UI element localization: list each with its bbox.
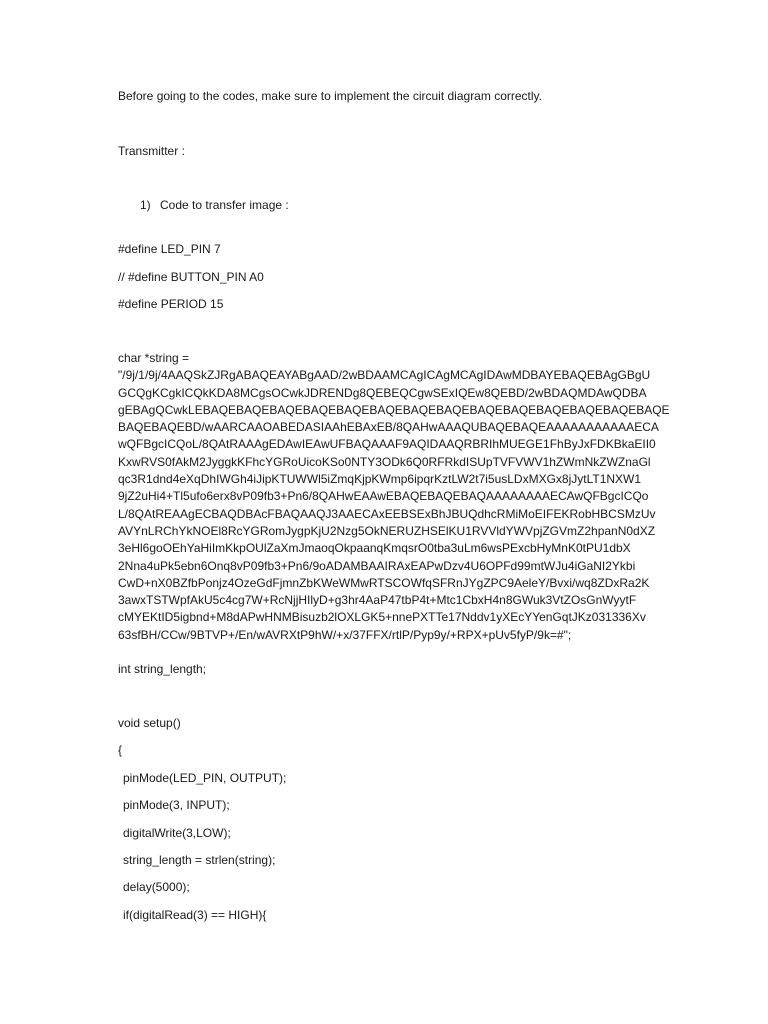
setup-line: pinMode(3, INPUT); [123, 798, 230, 812]
code-line: 3eHl6goOEhYaHiImKkpOUlZaXmJmaoqOkpaanqKmqsrO0tba3uLm6wsPExcbHyMnK0tPU1dbX [118, 541, 631, 556]
code-line: wQFBgcICQoL/8QAtRAAAgEDAwIEAwUFBAQAAAF9AQIDAAQRBRIhMUEGE1FhByJxFDKBkaEII0 [118, 437, 656, 452]
numbered-list-item [140, 198, 289, 212]
setup-line: string_length = strlen(string); [123, 853, 276, 867]
code-line: BAQEBAQEBD/wAARCAAOABEDASIAAhEBAxEB/8QAHwAAAQUBAQEBAQEAAAAAAAAAAAECA [118, 420, 659, 435]
string-length-declaration: int string_length; [118, 662, 207, 676]
code-line: GCQgKCgkICQkKDA8MCgsOCwkJDRENDg8QEBEQCgwSExIQEw8QEBD/2wBDAQMDAwQDBA [118, 385, 647, 400]
code-line: AVYnLRChYkNOEl8RcYGRomJygpKjU2Nzg5OkNERUZHSElKU1RVVldYWVpjZGVmZ2hpanN0dXZ [118, 523, 656, 538]
setup-line: { [118, 743, 123, 757]
section-heading: Transmitter : [118, 144, 185, 158]
setup-line: digitalWrite(3,LOW); [123, 826, 231, 840]
code-line: 9jZ2uHi4+Tl5ufo6erx8vP09fb3+Pn6/8QAHwEAAwEBAQEBAQEBAQAAAAAAAAECAwQFBgcICQo [118, 489, 649, 504]
setup-line: if(digitalRead(3) == HIGH){ [123, 908, 267, 922]
define-line: #define PERIOD 15 [118, 297, 224, 311]
code-line: L/8QAtREAAgECBAQDBAcFBAQAAQJ3AAECAxEEBSExBhJBUQdhcRMiMoEIFEKRobHBCSMzUv [118, 506, 656, 521]
setup-line: delay(5000); [123, 880, 190, 894]
code-line: char *string = [118, 351, 190, 365]
code-line: 63sfBH/CCw/9BTVP+/En/wAVRXtP9hW/+x/37FFX/rtlP/Pyp9y/+RPX+pUv5fyP/9k=#"; [118, 627, 572, 642]
code-line: "/9j/1/9j/4AAQSkZJRgABAQEAYABgAAD/2wBDAAMCAgICAgMCAgIDAwMDBAYEBAQEBAgGBgU [118, 368, 651, 383]
list-item-text: Code to transfer image : [160, 198, 289, 212]
code-line: KxwRVS0fAkM2JyggkKFhcYGRoUicoKSo0NTY3ODk6Q0RFRkdISUpTVFVWV1hZWmNkZWZnaGl [118, 454, 651, 469]
code-line: cMYEKtID5igbnd+M8dAPwHNMBisuzb2lOXLGK5+nnePXTTe17Nddv1yXEcYYenGqtJKz031336Xv [118, 610, 646, 625]
code-line: 2Nna4uPk5ebn6Onq8vP09fb3+Pn6/9oADAMBAAIRAxEAPwDzv4U6OPFd99mtWJu4iGaNI2Ykbi [118, 558, 636, 573]
define-line: // #define BUTTON_PIN A0 [118, 270, 264, 284]
code-line: 3awxTSTWpfAkU5c4cg7W+RcNjjHIlyD+g3hr4AaP47tbP4t+Mtc1CbxH4n8GWuk3VtZOsGnWyytF [118, 593, 637, 608]
setup-line: pinMode(LED_PIN, OUTPUT); [123, 771, 287, 785]
setup-line: void setup() [118, 716, 181, 730]
intro-paragraph: Before going to the codes, make sure to implement the circuit diagram correctly. [118, 89, 542, 103]
define-line: #define LED_PIN 7 [118, 242, 221, 256]
string-declaration-block [118, 350, 670, 644]
list-item-number: 1) [140, 198, 151, 212]
code-line: qc3R1dnd4eXqDhIWGh4iJipKTUWWl5iZmqKjpKWmp6ipqrKztLW2t7i5usLDxMXGx8jJytLT1NXW1 [118, 472, 642, 487]
code-line: CwD+nX0BZfbPonjz4OzeGdFjmnZbKWeWMwRTSCOWfqSFRnJYgZPC9AeleY/Bvxi/wq8ZDxRa2K [118, 575, 650, 590]
code-line: gEBAgQCwkLEBAQEBAQEBAQEBAQEBAQEBAQEBAQEBAQEBAQEBAQEBAQEBAQEBAQEBAQE [118, 402, 670, 417]
